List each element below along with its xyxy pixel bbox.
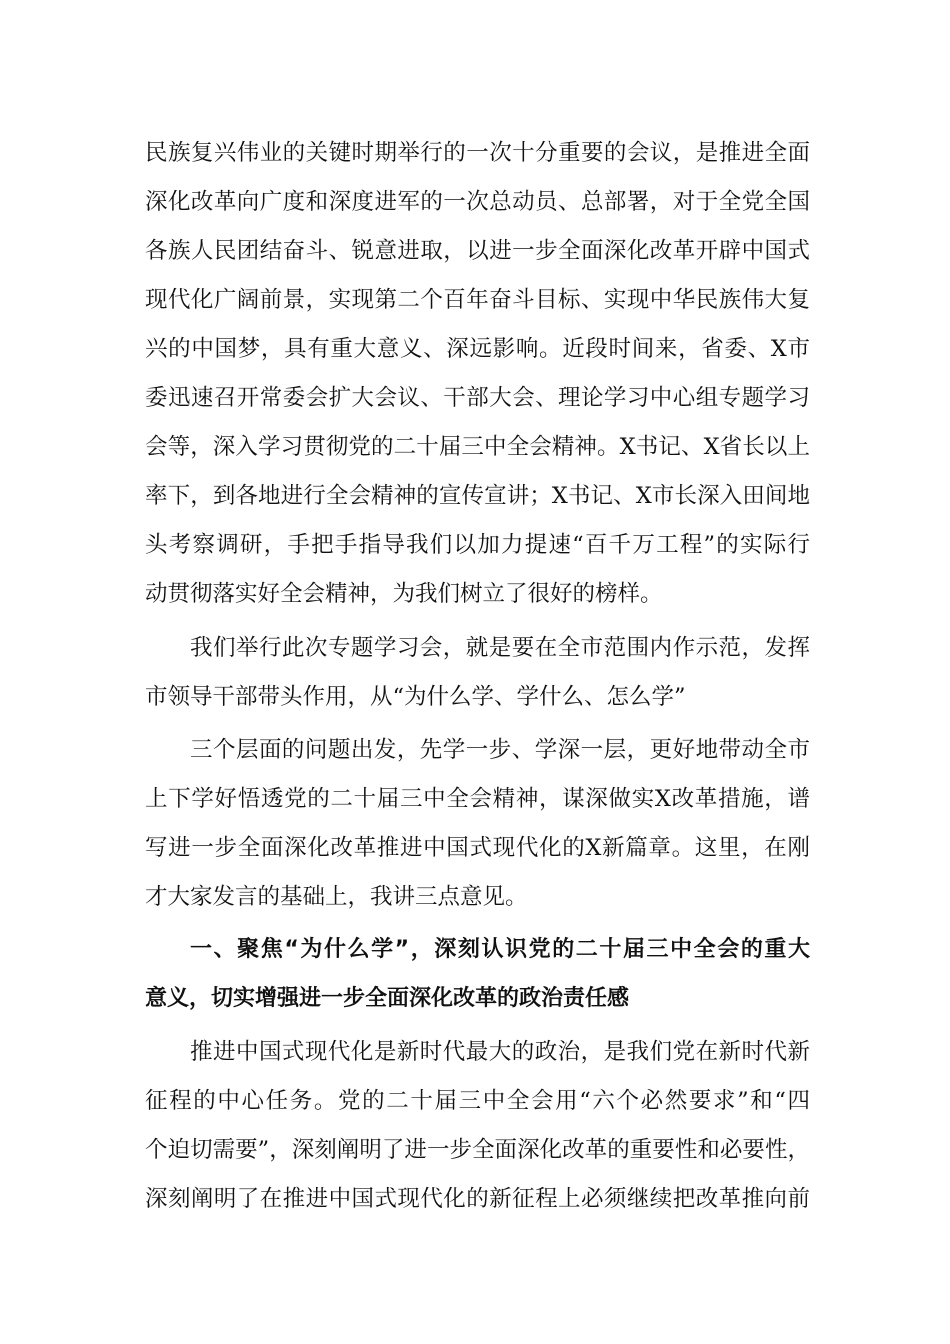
body-text-line: 推进中国式现代化是新时代最大的政治，是我们党在新时代新 [190,1039,810,1065]
section-heading-line: 意义，切实增强进一步全面深化改革的政治责任感 [145,986,630,1011]
body-text-line: 委迅速召开常委会扩大会议、干部大会、理论学习中心组专题学习 [145,385,810,411]
body-text-line: 我们举行此次专题学习会，就是要在全市范围内作示范，发挥 [190,635,810,661]
body-text-line: 现代化广阔前景，实现第二个百年奋斗目标、实现中华民族伟大复 [145,287,810,313]
body-text-line: 各族人民团结奋斗、锐意进取，以进一步全面深化改革开辟中国式 [145,238,810,264]
body-text-line: 写进一步全面深化改革推进中国式现代化的X新篇章。这里，在刚 [145,835,810,861]
section-heading-line: 一、聚焦“为什么学”，深刻认识党的二十届三中全会的重大 [190,937,810,962]
body-text-line: 上下学好悟透党的二十届三中全会精神，谋深做实X改革措施，谱 [145,786,810,812]
body-text-line: 兴的中国梦，具有重大意义、深远影响。近段时间来，省委、X市 [145,336,810,362]
body-text-line: 民族复兴伟业的关键时期举行的一次十分重要的会议，是推进全面 [145,140,810,166]
body-text-line: 市领导干部带头作用，从“为什么学、学什么、怎么学” [145,684,686,710]
body-text-line: 深化改革向广度和深度进军的一次总动员、总部署，对于全党全国 [145,189,810,215]
body-text-line: 会等，深入学习贯彻党的二十届三中全会精神。X书记、X省长以上 [145,434,810,460]
body-text-line: 深刻阐明了在推进中国式现代化的新征程上必须继续把改革推向前 [145,1186,810,1212]
body-text-line: 头考察调研，手把手指导我们以加力提速“百千万工程”的实际行 [145,532,810,558]
body-text-line: 征程的中心任务。党的二十届三中全会用“六个必然要求”和“四 [145,1088,810,1114]
body-text-line: 率下，到各地进行全会精神的宣传宣讲；X书记、X市长深入田间地 [145,483,810,509]
body-text-line: 个迫切需要”，深刻阐明了进一步全面深化改革的重要性和必要性， [145,1137,810,1163]
body-text-line: 动贯彻落实好全会精神，为我们树立了很好的榜样。 [145,581,663,607]
body-text-line: 三个层面的问题出发，先学一步、学深一层，更好地带动全市 [190,737,810,763]
body-text-line: 才大家发言的基础上，我讲三点意见。 [145,884,528,910]
